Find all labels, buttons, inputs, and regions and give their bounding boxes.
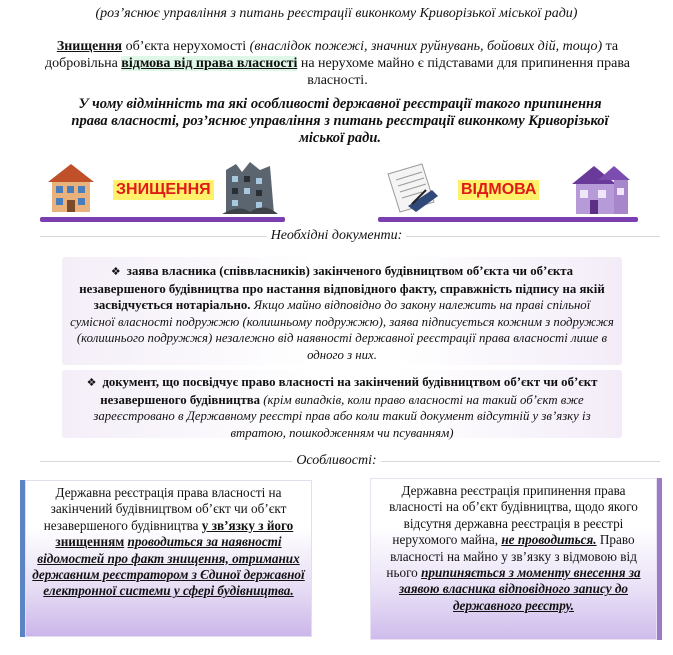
section-heading-features — [0, 453, 673, 469]
feature-left-text-4: проводиться за наявності відомостей про факт знищення, отриманих державним реєстратором з Єдиної державної електронної системи у сфері будівництва. — [32, 534, 305, 599]
intro-part1: об’єкта нерухомості — [122, 39, 250, 54]
banner-word-refusal: ВІДМОВА — [458, 180, 539, 200]
section-heading-features-label: Особливості: — [292, 453, 380, 468]
banner-right-bar — [378, 217, 638, 222]
section-heading-docs-label: Необхідні документи: — [267, 228, 407, 243]
doc-item-2-bold: документ, що посвідчує право власності на закінчений будівництвом об’єкт чи об’єкт незавершеного будівництва — [100, 375, 598, 407]
feature-right-text-3: Право власності на майно у зв’язку з відмовою від нього — [386, 532, 637, 581]
banner-destruction — [40, 160, 285, 222]
signing-document-icon — [382, 160, 440, 216]
intro-word-refusal: відмова від права власності — [121, 56, 298, 71]
intro-part3: на нерухоме майно є підставами для припинення права власності. — [297, 56, 631, 88]
intro-paragraph — [40, 38, 635, 89]
feature-destruction-box — [25, 480, 312, 637]
purple-house-icon — [568, 160, 634, 216]
feature-left-text-2: у зв’язку з його знищенням — [55, 517, 294, 550]
banner-word-destruction: ЗНИЩЕННЯ — [113, 180, 214, 200]
banner-left-bar — [40, 217, 285, 222]
feature-right-text-2: не проводиться. — [501, 532, 597, 548]
doc-item-1-italic: Якщо майно відповідно до закону належить на праві спільної сумісної власності подружжю (колишньому подружжю), заява підписується кожним з подружжя (колишнього подружжя) незалежно від наявності державної реєстрації права власності лише в одного з них. — [70, 298, 614, 362]
banner-refusal — [378, 160, 638, 222]
doc-item-2 — [62, 370, 622, 438]
destroyed-building-icon — [220, 156, 280, 216]
doc-item-2-italic: (крім випадків, коли право власності на такий об’єкт вже зареєстровано в Державному реєстрі прав або коли такий документ відсутній у зв’язку із втратою, пошкодженням чи псуванням) — [93, 392, 591, 440]
feature-right-text-4: припиняється з моменту внесення за заявою власника відповідного запису до державного реєстру. — [398, 565, 641, 613]
feature-refusal-box — [370, 478, 657, 640]
intro-part2: та добровільна — [44, 39, 619, 71]
feature-right-text-1: Державна реєстрація припинення права власності на об’єкт будівництва, щодо якого відсутня державна реєстрація в реєстрі нерухомого майна, — [389, 483, 638, 548]
doc-item-1-bold: заява власника (співвласників) закінченого будівництвом об’єкта чи об’єкта незавершеного будівництва про настання відповідного факту, справжність підпису на якій засвідчується нотаріально. — [79, 264, 605, 312]
header-subtitle: (роз’яснює управління з питань реєстрації виконкому Криворізької міської ради) — [95, 6, 578, 21]
question-heading: У чому відмінність та які особливості державної реєстрації такого припинення права власності, роз’яснює управління з питань реєстрації виконкому Криворізької міської ради. — [71, 96, 609, 146]
doc-item-1 — [62, 257, 622, 365]
bullet-diamond-icon: ❖ — [110, 266, 121, 278]
section-heading-docs — [0, 228, 673, 244]
intro-word-destroy: Знищення — [56, 39, 123, 54]
house-icon — [46, 162, 96, 214]
bullet-diamond-icon: ❖ — [86, 377, 97, 389]
feature-left-text-1: Державна реєстрація права власності на закінчений будівництвом об’єкт чи об’єкт незавершеного будівництва — [43, 485, 287, 533]
intro-paren: (внаслідок пожежі, значних руйнувань, бойових дій, тощо) — [249, 39, 603, 54]
